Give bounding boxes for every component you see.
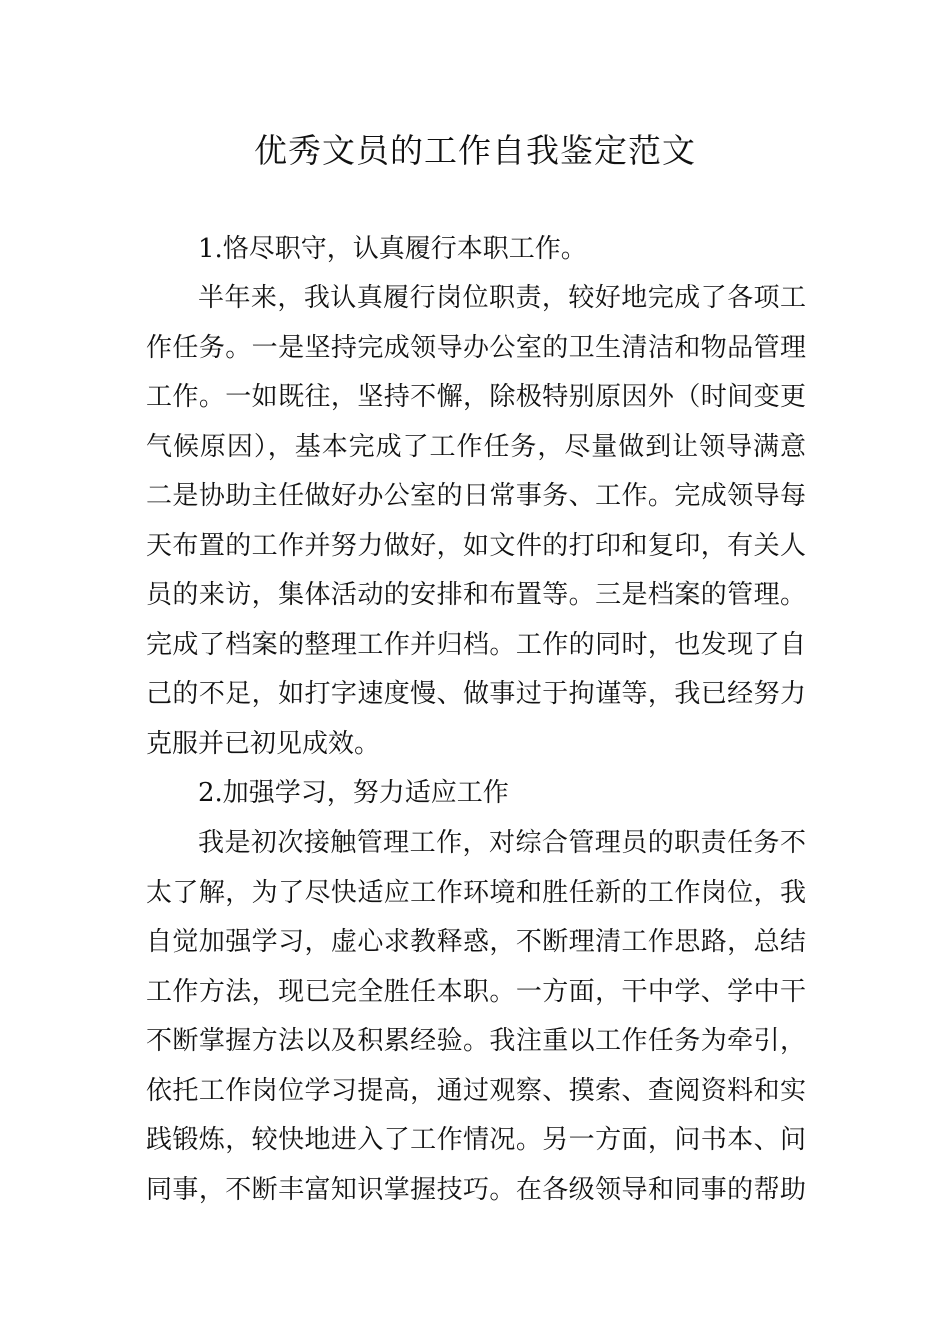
paragraph-line: 践锻炼，较快地进入了工作情况。另一方面，问书本、问 [146,1125,806,1155]
paragraph-line: 完成了档案的整理工作并归档。工作的同时，也发现了自 [146,630,806,660]
paragraph-line: 气候原因），基本完成了工作任务，尽量做到让领导满意 [146,432,806,462]
paragraph-line: 二是协助主任做好办公室的日常事务、工作。完成领导每 [146,481,806,511]
paragraph-line: 工作。一如既往，坚持不懈，除极特别原因外（时间变更 [146,382,806,412]
paragraph-line: 自觉加强学习，虚心求教释惑，不断理清工作思路，总结 [146,927,806,957]
paragraph-line: 太了解，为了尽快适应工作环境和胜任新的工作岗位，我 [146,878,806,908]
paragraph-line: 同事，不断丰富知识掌握技巧。在各级领导和同事的帮助 [146,1175,806,1205]
paragraph-line: 天布置的工作并努力做好，如文件的打印和复印，有关人 [146,531,806,561]
paragraph-line: 半年来，我认真履行岗位职责，较好地完成了各项工 [198,283,806,313]
paragraph-line: 依托工作岗位学习提高，通过观察、摸索、查阅资料和实 [146,1076,806,1106]
document-title: 优秀文员的工作自我鉴定范文 [254,131,696,170]
section-heading-2: 2.加强学习，努力适应工作 [198,778,509,808]
paragraph-line: 工作方法，现已完全胜任本职。一方面，干中学、学中干 [146,977,806,1007]
section-heading-1: 1.恪尽职守，认真履行本职工作。 [198,234,587,264]
paragraph-line: 作任务。一是坚持完成领导办公室的卫生清洁和物品管理 [146,333,806,363]
paragraph-line: 不断掌握方法以及积累经验。我注重以工作任务为牵引， [146,1026,806,1056]
paragraph-line: 克服并已初见成效。 [146,729,381,759]
paragraph-line: 员的来访，集体活动的安排和布置等。三是档案的管理。 [146,580,806,610]
paragraph-line: 我是初次接触管理工作，对综合管理员的职责任务不 [198,828,806,858]
paragraph-line: 己的不足，如打字速度慢、做事过于拘谨等，我已经努力 [146,679,806,709]
